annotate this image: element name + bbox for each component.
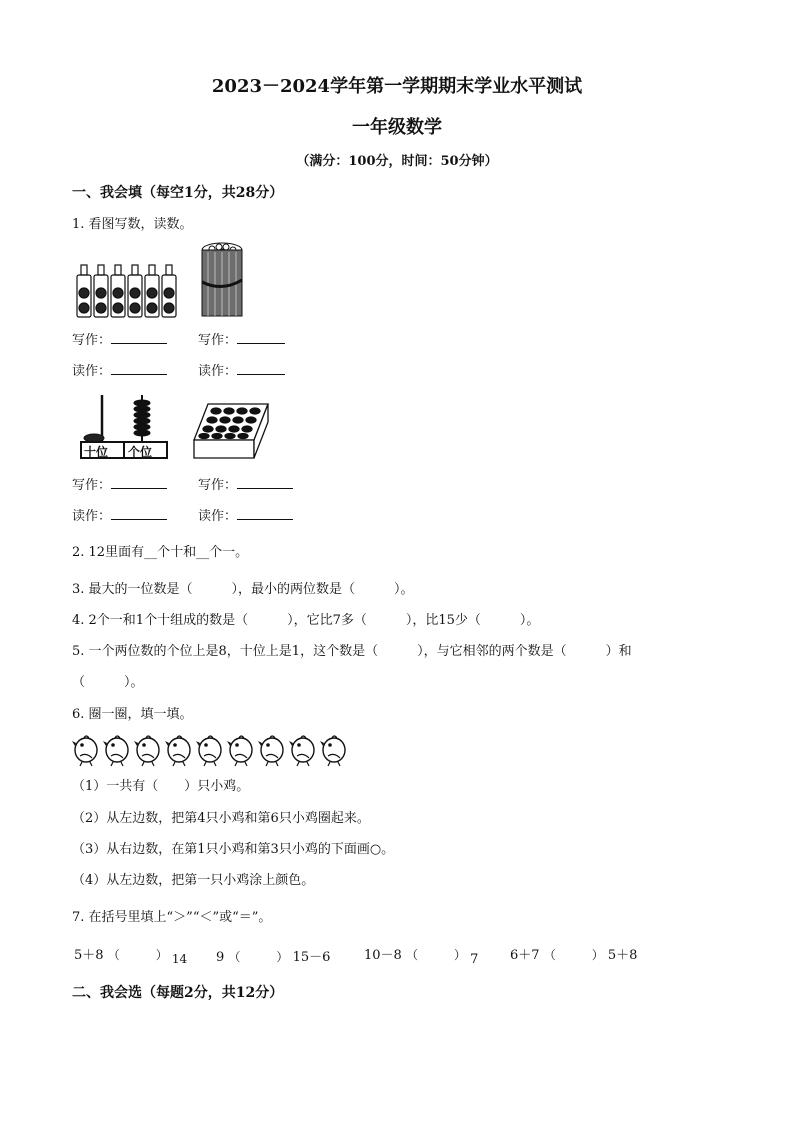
compare-left: 5＋8 <box>74 948 104 963</box>
question-6-part-1: （1）一共有（ ）只小鸡。 <box>72 779 250 794</box>
chick-icon <box>134 736 159 766</box>
compare-right: 14 <box>171 952 188 966</box>
read-field-4[interactable] <box>198 505 293 524</box>
compare-paren[interactable]: （ ） <box>228 950 289 964</box>
abacus-tens-label: 十位 <box>84 445 109 459</box>
chick-icon <box>227 736 252 766</box>
egg-tray-image <box>192 402 272 460</box>
bottle-icon <box>77 265 91 317</box>
compare-paren[interactable]: （ ） <box>107 948 168 962</box>
question-1: 1. 看图写数，读数。 <box>72 217 193 232</box>
answer-blank[interactable] <box>237 507 293 520</box>
question-5-line-2: （ ）。 <box>72 675 144 690</box>
compare-right: 7 <box>470 952 479 967</box>
compare-item-2 <box>216 946 330 965</box>
section-2-heading: 二、我会选（每题2分，共12分） <box>72 985 284 1001</box>
compare-right: 15－6 <box>292 950 331 965</box>
compare-left: 9 <box>216 950 225 965</box>
answer-blank[interactable] <box>237 476 293 489</box>
answer-blank[interactable] <box>111 331 167 344</box>
abacus-ones-label: 个位 <box>128 445 153 459</box>
compare-paren[interactable]: （ ） <box>405 948 466 962</box>
question-6-part-3: （3）从右边数，在第1只小鸡和第3只小鸡的下面画○。 <box>72 842 395 857</box>
chick-icon <box>103 736 128 766</box>
compare-right: 5＋8 <box>607 948 638 963</box>
compare-item-4 <box>510 944 637 963</box>
compare-item-3 <box>364 944 479 967</box>
answer-blank[interactable] <box>111 507 167 520</box>
read-field-3[interactable] <box>72 505 167 524</box>
read-label: 读作： <box>72 364 112 379</box>
chick-icon <box>258 736 283 766</box>
question-2: 2. 12里面有__个十和__个一。 <box>72 545 249 560</box>
answer-blank[interactable] <box>111 362 167 375</box>
read-field-2[interactable] <box>198 360 285 379</box>
question-3: 3. 最大的一位数是（ ），最小的两位数是（ ）。 <box>72 582 414 597</box>
write-label: 写作： <box>198 478 238 493</box>
write-label: 写作： <box>72 478 112 493</box>
read-field-1[interactable] <box>72 360 167 379</box>
question-4: 4. 2个一和1个十组成的数是（ ），它比7多（ ），比15少（ ）。 <box>72 613 540 628</box>
chick-icon <box>320 736 345 766</box>
answer-blank[interactable] <box>237 331 285 344</box>
abacus-image <box>80 393 170 461</box>
answer-blank[interactable] <box>237 362 285 375</box>
read-label: 读作： <box>198 509 238 524</box>
write-label: 写作： <box>198 333 238 348</box>
question-7: 7. 在括号里填上“＞”“＜”或“＝”。 <box>72 910 272 925</box>
question-6-part-4: （4）从左边数，把第一只小鸡涂上颜色。 <box>72 873 315 888</box>
chick-icon <box>165 736 190 766</box>
question-6: 6. 圈一圈，填一填。 <box>72 707 193 722</box>
chicks-row-image <box>72 732 362 768</box>
write-field-4[interactable] <box>198 474 293 493</box>
answer-blank[interactable] <box>111 476 167 489</box>
compare-left: 6＋7 <box>510 948 540 963</box>
compare-item-1 <box>74 944 188 966</box>
stick-bundle-image <box>198 242 248 320</box>
bottles-image <box>74 261 184 319</box>
section-1-heading: 一、我会填（每空1分，共28分） <box>72 185 284 201</box>
write-field-3[interactable] <box>72 474 167 493</box>
page-subtitle: 一年级数学 <box>352 117 442 138</box>
chick-icon <box>289 736 314 766</box>
read-label: 读作： <box>72 509 112 524</box>
question-6-part-2: （2）从左边数，把第4只小鸡和第6只小鸡圈起来。 <box>72 811 370 826</box>
chick-icon <box>196 736 221 766</box>
question-5-line-1: 5. 一个两位数的个位上是8，十位上是1，这个数是（ ），与它相邻的两个数是（ ）和 <box>72 644 632 659</box>
read-label: 读作： <box>198 364 238 379</box>
compare-left: 10－8 <box>364 948 402 963</box>
exam-meta: （满分：100分，时间：50分钟） <box>296 154 498 169</box>
compare-paren[interactable]: （ ） <box>543 948 604 962</box>
page-title: 2023－2024学年第一学期期末学业水平测试 <box>211 76 583 97</box>
write-field-1[interactable] <box>72 329 167 348</box>
chick-icon <box>72 736 97 766</box>
write-label: 写作： <box>72 333 112 348</box>
write-field-2[interactable] <box>198 329 285 348</box>
